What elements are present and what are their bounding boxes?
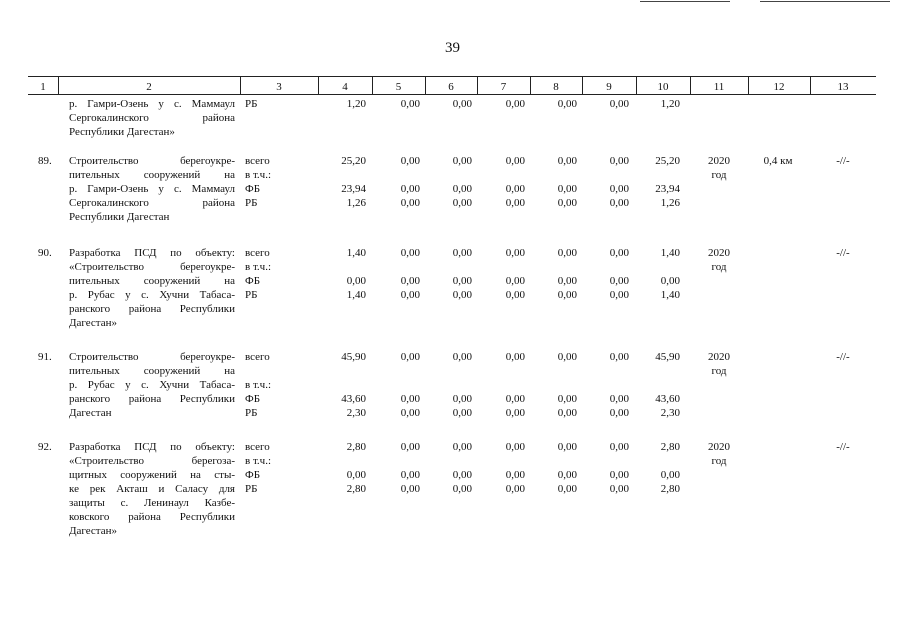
object-description-line: ранского района Республики	[69, 393, 235, 405]
completion-year: 2020	[708, 441, 730, 453]
value-cell-col-4: 25,20	[341, 155, 366, 167]
value-cell-col-10: 1,20	[660, 98, 680, 110]
value-cell-col-4: 43,60	[341, 393, 366, 405]
value-cell-col-4: 1,40	[346, 289, 366, 301]
column-header-12: 12	[773, 81, 785, 93]
value-cell-col-7: 0,00	[505, 407, 525, 419]
funding-source-label: РБ	[245, 197, 258, 209]
value-cell-col-6: 0,00	[452, 407, 472, 419]
value-cell-col-6: 0,00	[452, 393, 472, 405]
value-cell-col-10: 2,30	[660, 407, 680, 419]
object-description-line: «Строительство берегоукре-	[69, 261, 235, 273]
column-separator	[530, 76, 531, 95]
object-description-line: Разработка ПСД по объекту:	[69, 247, 235, 259]
value-cell-col-8: 0,00	[557, 289, 577, 301]
page-number: 39	[445, 40, 460, 56]
value-cell-col-8: 0,00	[557, 441, 577, 453]
value-cell-col-9: 0,00	[609, 407, 629, 419]
object-description-line: Дагестан»	[69, 317, 118, 329]
funding-source-label: в т.ч.:	[245, 455, 272, 467]
value-cell-col-5: 0,00	[400, 483, 420, 495]
value-cell-col-10: 1,26	[660, 197, 680, 209]
value-cell-col-10: 1,40	[660, 289, 680, 301]
column-header-13: 13	[837, 81, 849, 93]
column-header-7: 7	[500, 81, 507, 93]
object-description-line: защиты с. Ленинаул Казбе-	[69, 497, 235, 509]
note-value: -//-	[836, 247, 850, 259]
value-cell-col-5: 0,00	[400, 393, 420, 405]
value-cell-col-5: 0,00	[400, 247, 420, 259]
object-description-line: пительных сооружений на	[69, 365, 235, 377]
value-cell-col-8: 0,00	[557, 351, 577, 363]
row-number: 90.	[38, 247, 52, 259]
funding-source-label: всего	[245, 247, 270, 259]
value-cell-col-9: 0,00	[609, 247, 629, 259]
value-cell-col-7: 0,00	[505, 155, 525, 167]
value-cell-col-10: 1,40	[660, 247, 680, 259]
row-number: 92.	[38, 441, 52, 453]
column-separator	[690, 76, 691, 95]
value-cell-col-9: 0,00	[609, 275, 629, 287]
value-cell-col-8: 0,00	[557, 469, 577, 481]
row-number: 91.	[38, 351, 52, 363]
completion-year: год	[711, 365, 727, 377]
value-cell-col-4: 0,00	[346, 275, 366, 287]
object-description-line: Дагестан	[69, 407, 112, 419]
value-cell-col-5: 0,00	[400, 441, 420, 453]
value-cell-col-9: 0,00	[609, 469, 629, 481]
funding-source-label: ФБ	[245, 469, 261, 481]
funding-source-label: всего	[245, 351, 270, 363]
object-description-line: р. Гамри-Озень у с. Маммаул	[69, 183, 235, 195]
value-cell-col-5: 0,00	[400, 155, 420, 167]
value-cell-col-9: 0,00	[609, 98, 629, 110]
funding-source-label: всего	[245, 441, 270, 453]
object-description-line: ке рек Акташ и Саласу для	[69, 483, 235, 495]
column-separator	[240, 76, 241, 95]
note-value: -//-	[836, 351, 850, 363]
value-cell-col-5: 0,00	[400, 98, 420, 110]
value-cell-col-6: 0,00	[452, 247, 472, 259]
column-separator	[372, 76, 373, 95]
column-header-6: 6	[448, 81, 454, 93]
value-cell-col-6: 0,00	[452, 351, 472, 363]
object-description-line: Республики Дагестан»	[69, 126, 175, 138]
completion-year: 2020	[708, 247, 730, 259]
completion-year: 2020	[708, 351, 730, 363]
value-cell-col-4: 2,30	[346, 407, 366, 419]
value-cell-col-4: 2,80	[346, 483, 366, 495]
completion-year: год	[711, 261, 727, 273]
column-header-1: 1	[40, 81, 46, 93]
value-cell-col-8: 0,00	[557, 197, 577, 209]
value-cell-col-4: 1,26	[346, 197, 366, 209]
object-description-line: Сергокалинского района	[69, 112, 235, 124]
value-cell-col-5: 0,00	[400, 469, 420, 481]
column-header-8: 8	[553, 81, 559, 93]
funding-source-label: РБ	[245, 98, 258, 110]
value-cell-col-7: 0,00	[505, 441, 525, 453]
value-cell-col-10: 2,80	[660, 483, 680, 495]
funding-source-label: ФБ	[245, 393, 261, 405]
value-cell-col-7: 0,00	[505, 247, 525, 259]
value-cell-col-8: 0,00	[557, 275, 577, 287]
value-cell-col-6: 0,00	[452, 275, 472, 287]
object-description-line: р. Рубас у с. Хучни Табаса-	[69, 379, 235, 391]
object-description-line: Республики Дагестан	[69, 211, 170, 223]
object-description-line: Дагестан»	[69, 525, 118, 537]
completion-year: 2020	[708, 155, 730, 167]
value-cell-col-9: 0,00	[609, 155, 629, 167]
column-separator	[318, 76, 319, 95]
value-cell-col-5: 0,00	[400, 275, 420, 287]
object-description-line: Сергокалинского района	[69, 197, 235, 209]
object-description-line: пительных сооружений на	[69, 169, 235, 181]
funding-source-label: РБ	[245, 407, 258, 419]
value-cell-col-5: 0,00	[400, 351, 420, 363]
value-cell-col-10: 0,00	[660, 469, 680, 481]
column-separator	[810, 76, 811, 95]
value-cell-col-9: 0,00	[609, 483, 629, 495]
object-description-line: Строительство берегоукре-	[69, 155, 235, 167]
value-cell-col-8: 0,00	[557, 483, 577, 495]
value-cell-col-7: 0,00	[505, 98, 525, 110]
value-cell-col-9: 0,00	[609, 289, 629, 301]
value-cell-col-6: 0,00	[452, 155, 472, 167]
column-header-5: 5	[395, 81, 402, 93]
row-number: 89.	[38, 155, 52, 167]
funding-source-label: в т.ч.:	[245, 261, 272, 273]
value-cell-col-5: 0,00	[400, 197, 420, 209]
column-separator	[582, 76, 583, 95]
column-header-3: 3	[276, 81, 282, 93]
note-value: -//-	[836, 441, 850, 453]
value-cell-col-8: 0,00	[557, 183, 577, 195]
value-cell-col-6: 0,00	[452, 183, 472, 195]
value-cell-col-4: 2,80	[346, 441, 366, 453]
funding-source-label: ФБ	[245, 183, 261, 195]
value-cell-col-4: 23,94	[341, 183, 366, 195]
object-description-line: ранского района Республики	[69, 303, 235, 315]
scan-artifact-line	[640, 1, 730, 2]
value-cell-col-7: 0,00	[505, 289, 525, 301]
completion-year: год	[711, 169, 727, 181]
value-cell-col-10: 23,94	[655, 183, 680, 195]
column-separator	[425, 76, 426, 95]
object-description-line: «Строительство берегоза-	[69, 455, 235, 467]
value-cell-col-8: 0,00	[557, 393, 577, 405]
value-cell-col-10: 25,20	[655, 155, 680, 167]
value-cell-col-9: 0,00	[609, 183, 629, 195]
note-value: -//-	[836, 155, 850, 167]
value-cell-col-5: 0,00	[400, 289, 420, 301]
value-cell-col-7: 0,00	[505, 351, 525, 363]
value-cell-col-4: 1,40	[346, 247, 366, 259]
capacity-value: 0,4 км	[763, 155, 793, 167]
completion-year: год	[711, 455, 727, 467]
column-separator	[477, 76, 478, 95]
object-description-line: пительных сооружений на	[69, 275, 235, 287]
value-cell-col-6: 0,00	[452, 469, 472, 481]
funding-source-label: всего	[245, 155, 270, 167]
value-cell-col-6: 0,00	[452, 197, 472, 209]
value-cell-col-8: 0,00	[557, 407, 577, 419]
value-cell-col-9: 0,00	[609, 393, 629, 405]
column-header-9: 9	[606, 81, 612, 93]
value-cell-col-7: 0,00	[505, 275, 525, 287]
value-cell-col-6: 0,00	[452, 483, 472, 495]
object-description-line: Строительство берегоукре-	[69, 351, 235, 363]
object-description-line: щитных сооружений на сты-	[69, 469, 235, 481]
object-description-line: Разработка ПСД по объекту:	[69, 441, 235, 453]
value-cell-col-9: 0,00	[609, 197, 629, 209]
value-cell-col-6: 0,00	[452, 441, 472, 453]
scan-artifact-line	[760, 1, 890, 2]
value-cell-col-7: 0,00	[505, 197, 525, 209]
column-header-2: 2	[146, 81, 152, 93]
value-cell-col-7: 0,00	[505, 469, 525, 481]
column-header-10: 10	[657, 81, 669, 93]
value-cell-col-7: 0,00	[505, 393, 525, 405]
object-description-line: р. Рубас у с. Хучни Табаса-	[69, 289, 235, 301]
funding-source-label: РБ	[245, 483, 258, 495]
value-cell-col-9: 0,00	[609, 351, 629, 363]
column-header-11: 11	[713, 81, 725, 93]
value-cell-col-6: 0,00	[452, 98, 472, 110]
value-cell-col-5: 0,00	[400, 407, 420, 419]
value-cell-col-8: 0,00	[557, 98, 577, 110]
value-cell-col-10: 43,60	[655, 393, 680, 405]
value-cell-col-7: 0,00	[505, 183, 525, 195]
column-separator	[748, 76, 749, 95]
value-cell-col-8: 0,00	[557, 155, 577, 167]
funding-source-label: РБ	[245, 289, 258, 301]
value-cell-col-4: 1,20	[346, 98, 366, 110]
value-cell-col-6: 0,00	[452, 289, 472, 301]
funding-source-label: ФБ	[245, 275, 261, 287]
column-header-4: 4	[342, 81, 348, 93]
object-description-line: р. Гамри-Озень у с. Маммаул	[69, 98, 235, 110]
value-cell-col-5: 0,00	[400, 183, 420, 195]
value-cell-col-7: 0,00	[505, 483, 525, 495]
value-cell-col-10: 45,90	[655, 351, 680, 363]
value-cell-col-8: 0,00	[557, 247, 577, 259]
value-cell-col-4: 45,90	[341, 351, 366, 363]
value-cell-col-4: 0,00	[346, 469, 366, 481]
column-separator	[58, 76, 59, 95]
object-description-line: ковского района Республики	[69, 511, 235, 523]
value-cell-col-10: 0,00	[660, 275, 680, 287]
column-separator	[636, 76, 637, 95]
value-cell-col-10: 2,80	[660, 441, 680, 453]
funding-source-label: в т.ч.:	[245, 379, 272, 391]
funding-source-label: в т.ч.:	[245, 169, 272, 181]
value-cell-col-9: 0,00	[609, 441, 629, 453]
